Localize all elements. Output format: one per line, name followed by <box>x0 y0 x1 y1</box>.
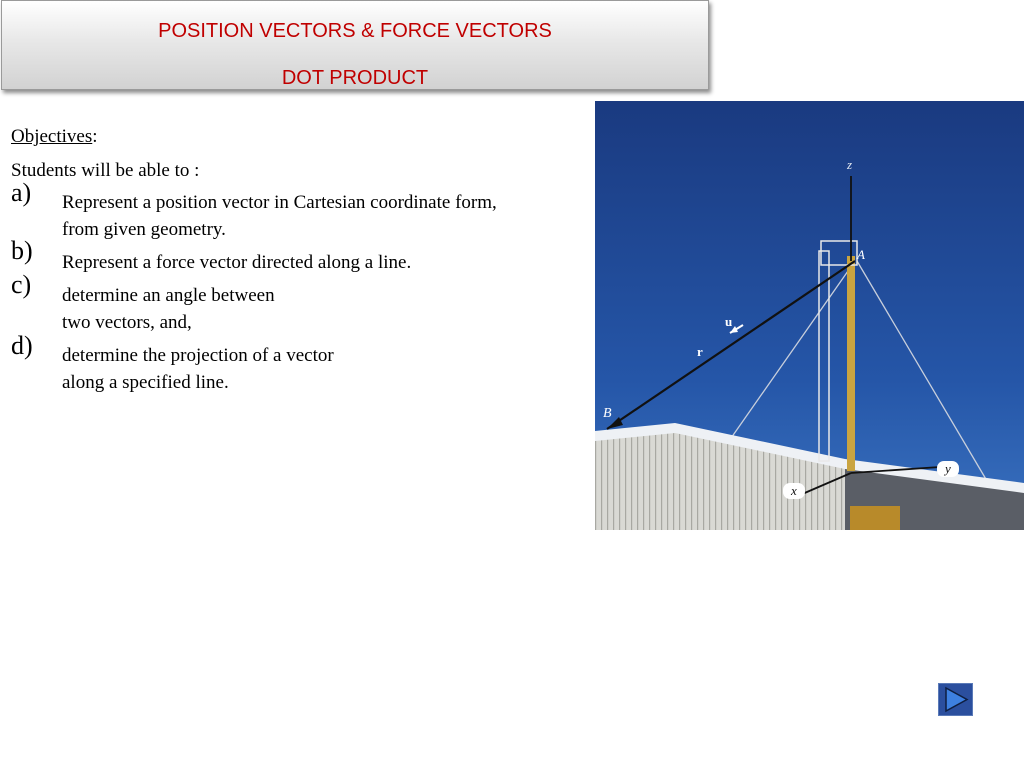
objective-c-line2: two vectors, and, <box>62 312 192 333</box>
label-x: x <box>791 483 797 498</box>
objective-d-line2: along a specified line. <box>62 372 229 393</box>
objective-item-d <box>62 342 334 396</box>
title-banner <box>1 0 709 90</box>
objectives-heading <box>11 126 98 148</box>
slide-title: POSITION VECTORS & FORCE VECTORS <box>158 20 552 42</box>
objective-b-line1: Represent a force vector directed along a line. <box>62 252 412 273</box>
objective-item-a <box>62 189 497 243</box>
objectives-label: Objectives <box>11 126 93 147</box>
label-B: B <box>603 406 612 421</box>
objective-c-line1: determine an angle between <box>62 285 275 306</box>
label-r: r <box>697 344 703 359</box>
mast-illustration <box>595 101 1024 530</box>
slide-subtitle: DOT PRODUCT <box>281 67 429 89</box>
mast <box>847 256 855 471</box>
objective-item-c <box>62 282 275 336</box>
objective-a-line2: from given geometry. <box>62 219 226 240</box>
mast-photo <box>595 101 1024 530</box>
objective-d-line1: determine the projection of a vector <box>62 345 334 366</box>
item-marker-b: b) <box>11 236 33 265</box>
item-marker-c: c) <box>11 270 32 299</box>
objectives-colon: : <box>92 126 98 147</box>
item-marker-d: d) <box>11 331 33 360</box>
vehicle <box>850 506 900 530</box>
label-y: y <box>945 461 951 476</box>
label-z: z <box>847 157 853 172</box>
next-slide-button[interactable] <box>938 683 973 716</box>
label-A: A <box>857 247 865 262</box>
objectives-intro: Students will be able to : <box>11 160 200 181</box>
label-u: u <box>725 314 733 329</box>
play-triangle-icon <box>939 684 972 715</box>
objective-a-line1: Represent a position vector in Cartesian coordinate form, <box>62 192 497 213</box>
item-marker-a: a) <box>11 178 32 207</box>
objective-item-b <box>62 249 411 276</box>
